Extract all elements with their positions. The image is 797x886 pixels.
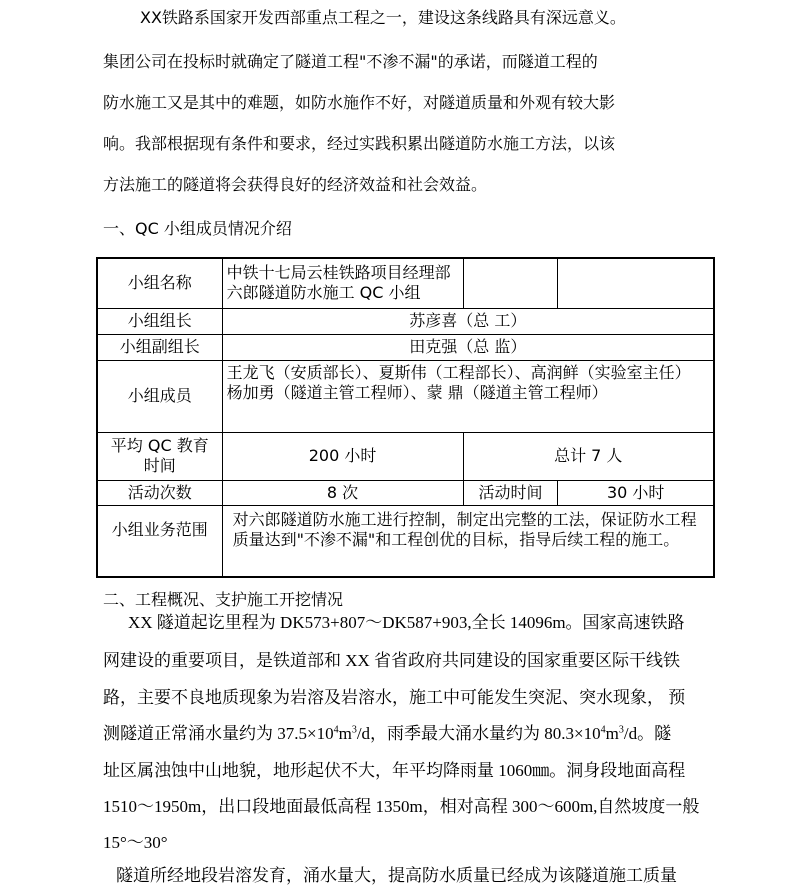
overview-line-4-part-b: /d，雨季最大涌水量约为 80.3×10: [356, 724, 601, 743]
intro-line-4: 响。我部根据现有条件和要求，经过实践积累出隧道防水施工方法，以该: [103, 134, 616, 153]
scope-line-1: 对六郎隧道防水施工进行控制，制定出完整的工法，保证防水工程: [232, 509, 697, 529]
leader-label: 小组组长: [97, 308, 222, 334]
section-1-heading: 一、QC 小组成员情况介绍: [103, 219, 292, 238]
unit-m-b: m: [605, 724, 619, 743]
overview-line-2: 网建设的重要项目，是铁道部和 XX 省省政府共同建设的国家重要区际干线铁: [103, 651, 681, 670]
group-name-line-2: 六郎隧道防水施工 QC 小组: [226, 283, 421, 303]
overview-line-5: 址区属浊蚀中山地貌，地形起伏不大，年平均降雨量 1060㎜。洞身段地面高程: [103, 761, 686, 780]
education-label: [97, 432, 222, 480]
activity-time-label: 活动时间: [463, 480, 558, 505]
unit-m-a: m: [338, 724, 352, 743]
group-name-label: 小组名称: [97, 258, 222, 308]
activity-time-value: 30 小时: [558, 480, 714, 505]
scope-label: 小组业务范围: [97, 505, 222, 577]
activity-count-value: 8 次: [222, 480, 463, 505]
table-row-scope: [97, 505, 714, 577]
education-label-line-1: 平均 QC 教育: [110, 436, 209, 455]
overview-line-8: 隧道所经地段岩溶发育，涌水量大，提高防水质量已经成为该隧道施工质量: [116, 866, 677, 885]
total-members-value: 总计 7 人: [463, 432, 714, 480]
intro-line-1: XX铁路系国家开发西部重点工程之一，建设这条线路具有深远意义。: [140, 8, 626, 27]
group-name-empty-2: [558, 258, 714, 308]
exponent-4-b: 4: [600, 724, 606, 736]
group-name-line-1: 中铁十七局云桂铁路项目经理部: [226, 263, 451, 283]
overview-line-6: 1510～1950m，出口段地面最低高程 1350m，相对高程 300～600m,自然坡度一般: [103, 797, 700, 816]
deputy-value: 田克强（总 监）: [222, 334, 714, 360]
group-name-empty-1: [463, 258, 558, 308]
activity-count-label: 活动次数: [97, 480, 222, 505]
intro-line-2: 集团公司在投标时就确定了隧道工程"不渗不漏"的承诺，而隧道工程的: [103, 52, 598, 71]
overview-line-4-part-a: 测隧道正常涌水量约为 37.5×10: [103, 724, 334, 743]
table-row-education: [97, 432, 714, 480]
group-name-value: [222, 258, 463, 308]
table-row-leader: [97, 308, 714, 334]
members-label: 小组成员: [97, 360, 222, 432]
overview-line-7: 15°～30°: [103, 833, 168, 852]
scope-value: [222, 505, 714, 577]
members-line-1: 王龙飞（安质部长）、夏斯伟（工程部长）、高润鲜（实验室主任）: [226, 362, 691, 382]
qc-group-table: [96, 257, 715, 578]
overview-line-3: 路，主要不良地质现象为岩溶及岩溶水，施工中可能发生突泥、突水现象， 预: [103, 688, 686, 707]
overview-line-4: [103, 724, 671, 744]
intro-line-5: 方法施工的隧道将会获得良好的经济效益和社会效益。: [103, 175, 488, 194]
table-row-group-name: [97, 258, 714, 308]
section-2-heading: 二、工程概况、支护施工开挖情况: [103, 590, 344, 609]
table-row-members: [97, 360, 714, 432]
education-label-line-2: 时间: [143, 456, 176, 475]
leader-value: 苏彦喜（总 工）: [222, 308, 714, 334]
scope-line-2: 质量达到"不渗不漏"和工程创优的目标，指导后续工程的施工。: [232, 529, 680, 549]
table-row-deputy: [97, 334, 714, 360]
deputy-label: 小组副组长: [97, 334, 222, 360]
members-value: [222, 360, 714, 432]
exponent-3-b: 3: [618, 724, 624, 736]
exponent-3-a: 3: [351, 724, 357, 736]
intro-line-3: 防水施工又是其中的难题，如防水施作不好，对隧道质量和外观有较大影: [103, 93, 616, 112]
overview-line-1: XX 隧道起讫里程为 DK573+807～DK587+903,全长 14096m。国家高速铁路: [128, 613, 685, 632]
education-value: 200 小时: [222, 432, 463, 480]
members-line-2: 杨加勇（隧道主管工程师）、蒙 鼎（隧道主管工程师）: [226, 382, 608, 402]
exponent-4-a: 4: [333, 724, 339, 736]
overview-line-4-part-c: /d。隧: [623, 724, 672, 743]
table-row-activity: [97, 480, 714, 505]
